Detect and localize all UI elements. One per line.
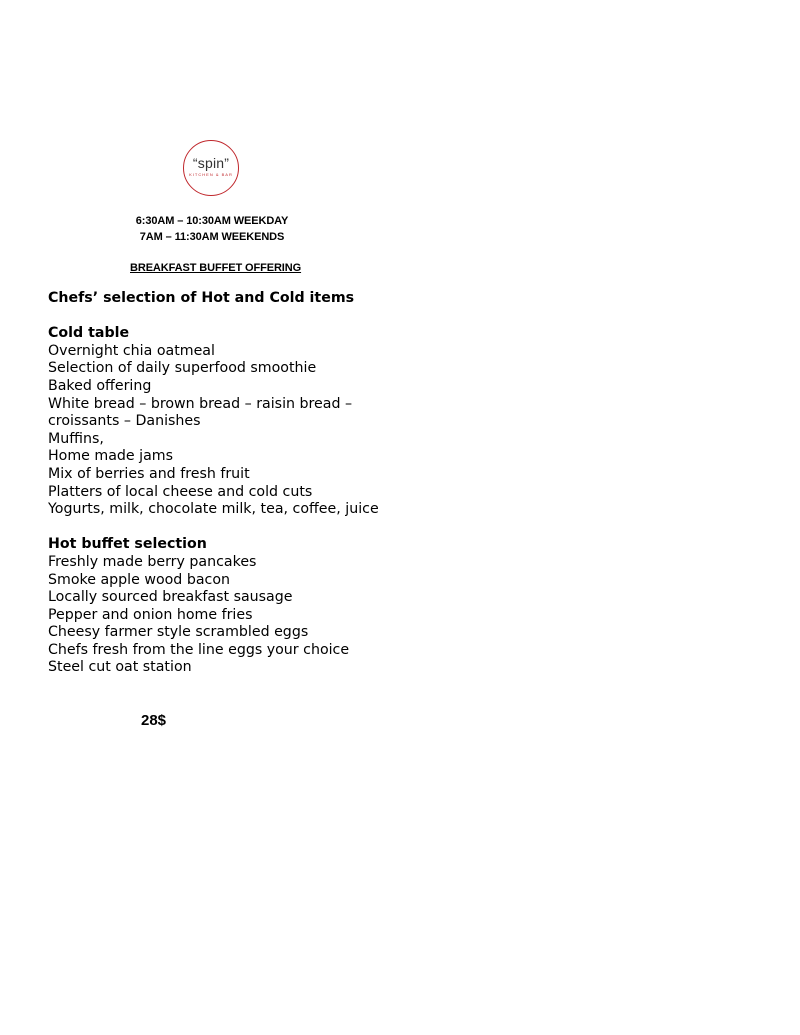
cold-table-heading: Cold table bbox=[48, 325, 130, 342]
menu-item: Smoke apple wood bacon bbox=[48, 571, 230, 588]
menu-item: White bread – brown bread – raisin bread – bbox=[48, 395, 353, 412]
logo-wordmark: “spin” bbox=[192, 154, 230, 171]
menu-item: Freshly made berry pancakes bbox=[48, 553, 257, 570]
hot-buffet-heading: Hot buffet selection bbox=[48, 536, 207, 553]
intro-heading: Chefs’ selection of Hot and Cold items bbox=[48, 290, 355, 306]
menu-item: Overnight chia oatmeal bbox=[48, 342, 215, 359]
menu-item: Muffins, bbox=[48, 430, 104, 447]
spacer bbox=[48, 308, 468, 326]
menu-item: Platters of local cheese and cold cuts bbox=[48, 483, 313, 500]
hours-weekday: 6:30AM – 10:30AM WEEKDAY bbox=[135, 215, 289, 227]
menu-item: Locally sourced breakfast sausage bbox=[48, 589, 293, 606]
menu-item: Chefs fresh from the line eggs your choice bbox=[48, 641, 350, 658]
hours-weekends: 7AM – 11:30AM WEEKENDS bbox=[139, 231, 285, 243]
menu-item: Yogurts, milk, chocolate milk, tea, coffee, juice bbox=[48, 501, 379, 518]
menu-item: Pepper and onion home fries bbox=[48, 606, 253, 623]
menu-item: Cheesy farmer style scrambled eggs bbox=[48, 624, 309, 641]
spacer bbox=[48, 519, 468, 537]
menu-item: Selection of daily superfood smoothie bbox=[48, 360, 317, 377]
restaurant-logo bbox=[183, 140, 239, 196]
menu-item: Home made jams bbox=[48, 448, 174, 465]
menu-item: Steel cut oat station bbox=[48, 659, 192, 676]
menu-item: Mix of berries and fresh fruit bbox=[48, 465, 250, 482]
offering-title: BREAKFAST BUFFET OFFERING bbox=[130, 262, 302, 274]
price-label: 28$ bbox=[141, 712, 167, 729]
menu-body bbox=[48, 290, 468, 677]
logo-subtitle: KITCHEN & BAR bbox=[189, 171, 233, 177]
menu-item: Baked offering bbox=[48, 377, 152, 394]
menu-item: croissants – Danishes bbox=[48, 413, 201, 430]
